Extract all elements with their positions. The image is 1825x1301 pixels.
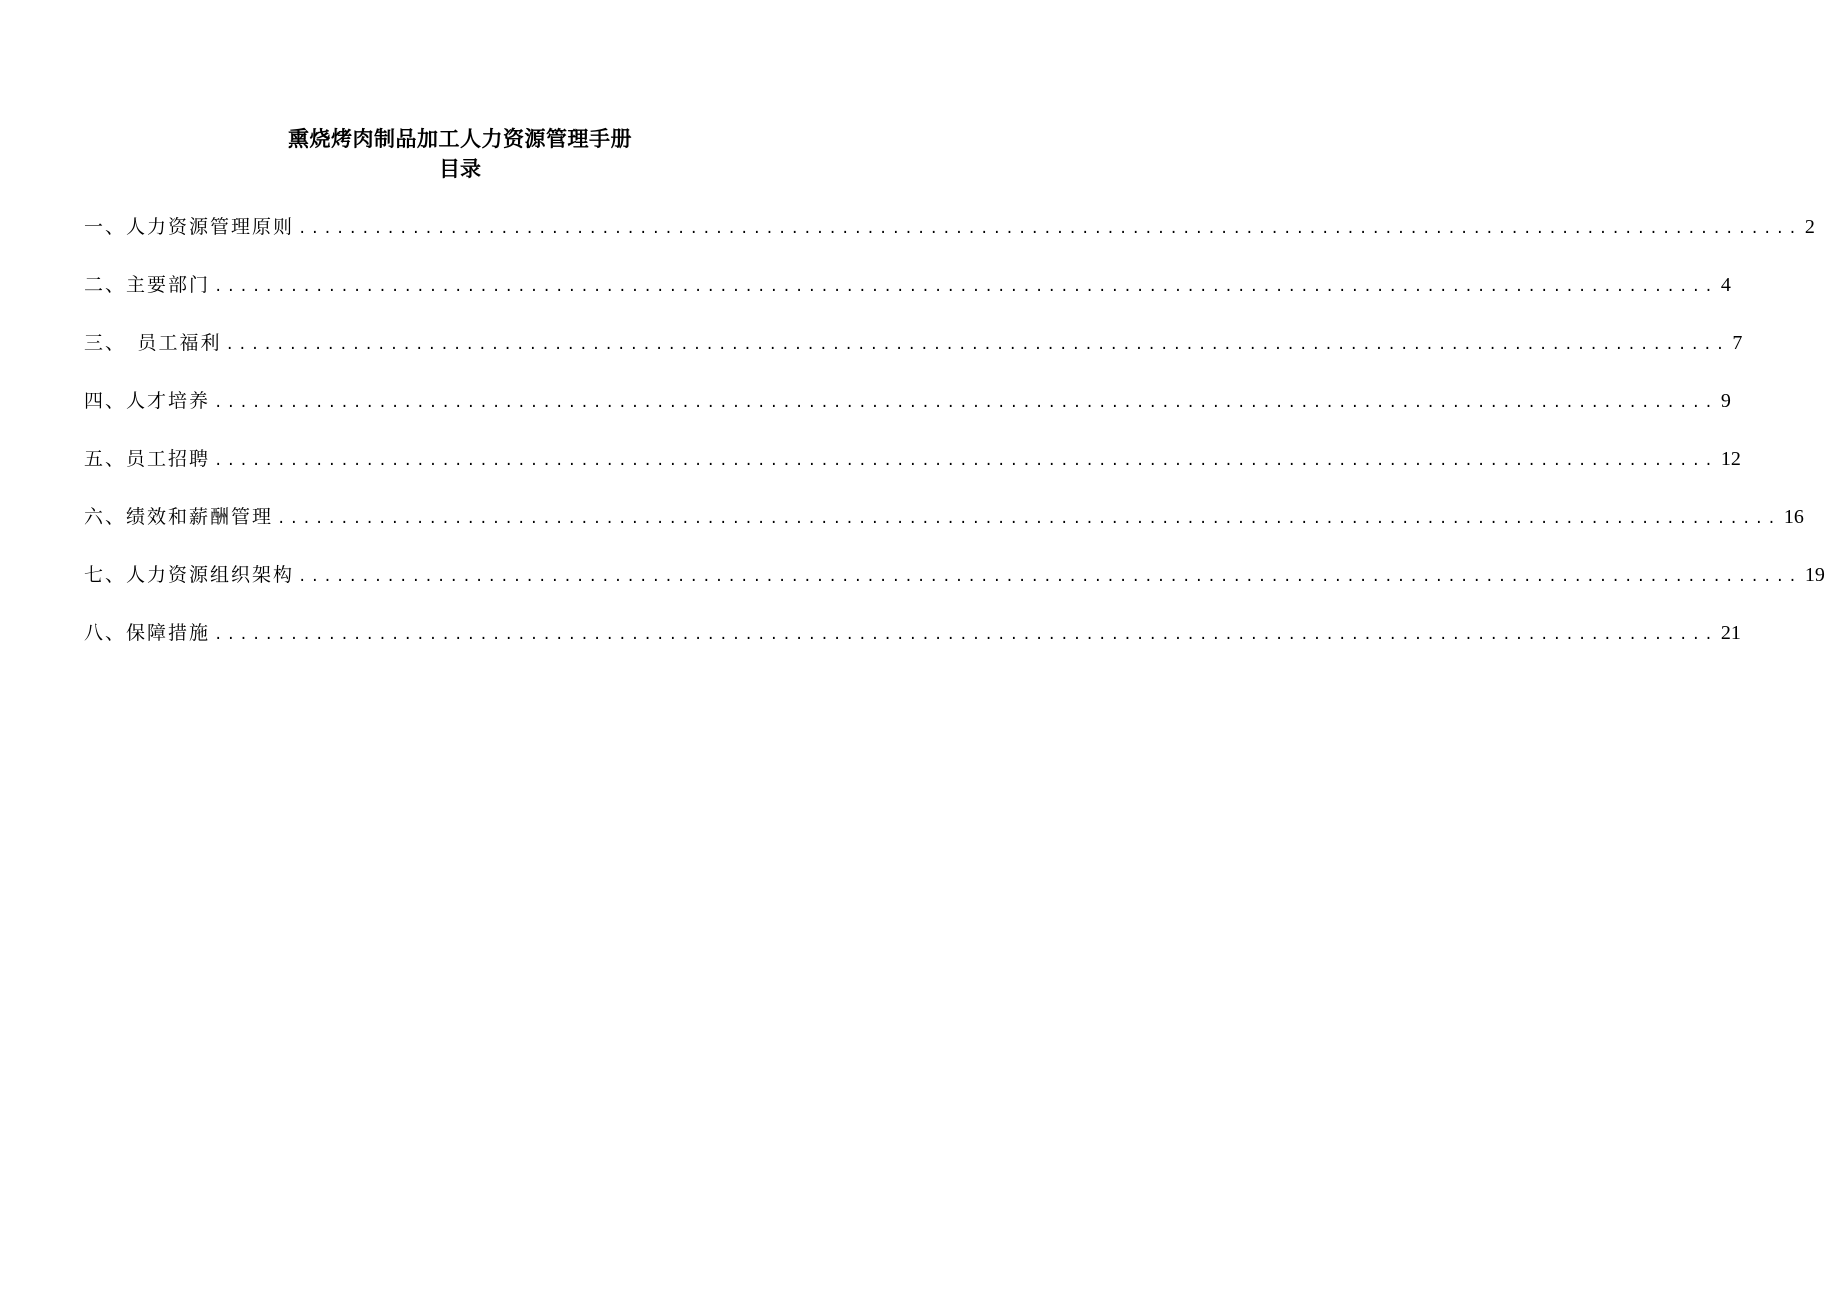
toc-leader-dots: ....................................................................................................................... <box>214 395 1717 411</box>
toc-leader-dots: ....................................................................................................................... <box>225 337 1729 353</box>
toc-entry-label: 四、人才培养 <box>84 390 211 412</box>
table-of-contents <box>84 211 1825 675</box>
toc-entry-4[interactable] <box>84 385 1731 443</box>
toc-entry-page-number: 2 <box>1804 216 1815 238</box>
toc-leader-dots: ....................................................................................................................... <box>214 627 1717 643</box>
toc-entry-page-number: 19 <box>1804 564 1825 586</box>
toc-entry-3[interactable] <box>84 327 1743 385</box>
toc-entry-page-number: 16 <box>1783 506 1804 528</box>
toc-heading: 目录 <box>439 156 481 181</box>
toc-entry-page-number: 9 <box>1720 390 1731 412</box>
toc-entry-label: 二、主要部门 <box>84 274 211 296</box>
document-title: 熏烧烤肉制品加工人力资源管理手册 <box>288 126 632 151</box>
toc-leader-dots: ....................................................................................................................... <box>214 279 1717 295</box>
toc-entry-7[interactable] <box>84 559 1825 617</box>
toc-entry-5[interactable] <box>84 443 1741 501</box>
toc-leader-dots: ....................................................................................................................... <box>277 511 1780 527</box>
toc-leader-dots: ....................................................................................................................... <box>298 569 1801 585</box>
toc-entry-page-number: 21 <box>1720 622 1741 644</box>
toc-entry-page-number: 7 <box>1732 332 1743 354</box>
toc-leader-dots: ....................................................................................................................... <box>298 221 1801 237</box>
toc-entry-page-number: 4 <box>1720 274 1731 296</box>
toc-entry-2[interactable] <box>84 269 1731 327</box>
toc-entry-label: 三、 员工福利 <box>84 332 222 354</box>
toc-entry-1[interactable] <box>84 211 1815 269</box>
toc-entry-8[interactable] <box>84 617 1741 675</box>
toc-entry-label: 五、员工招聘 <box>84 448 211 470</box>
toc-entry-6[interactable] <box>84 501 1804 559</box>
toc-entry-label: 七、人力资源组织架构 <box>84 564 295 586</box>
toc-entry-page-number: 12 <box>1720 448 1741 470</box>
toc-entry-label: 八、保障措施 <box>84 622 211 644</box>
toc-leader-dots: ....................................................................................................................... <box>214 453 1717 469</box>
toc-entry-label: 一、人力资源管理原则 <box>84 216 295 238</box>
toc-entry-label: 六、绩效和薪酬管理 <box>84 506 274 528</box>
